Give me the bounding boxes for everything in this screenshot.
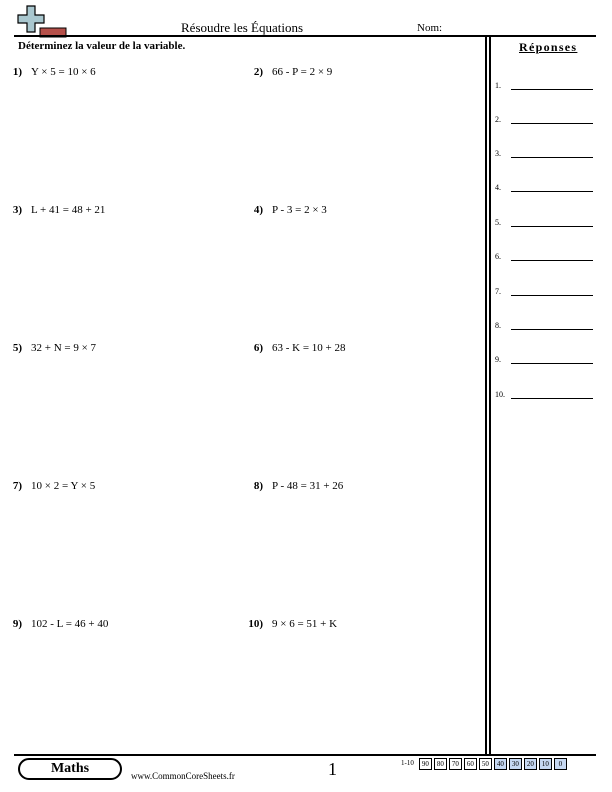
answer-blank[interactable]: [511, 398, 593, 399]
score-cell: 40: [494, 758, 507, 770]
answer-blank[interactable]: [511, 191, 593, 192]
problem-equation: 10 × 2 = Y × 5: [31, 480, 96, 492]
score-cell: 60: [464, 758, 477, 770]
problem-equation: Y × 5 = 10 × 6: [31, 66, 96, 78]
answer-label: 9.: [495, 355, 501, 364]
answer-label: 2.: [495, 115, 501, 124]
header-divider: [14, 35, 596, 37]
problem-number: 6): [253, 342, 263, 354]
name-label: Nom:: [417, 22, 443, 34]
problem-equation: L + 41 = 48 + 21: [31, 204, 106, 216]
problem-2: [241, 66, 332, 78]
problem-1: [0, 66, 96, 78]
problem-number: 5): [12, 342, 22, 354]
problem-10: [241, 618, 337, 630]
problem-number: 7): [12, 480, 22, 492]
website-url: www.CommonCoreSheets.fr: [131, 771, 235, 781]
problem-equation: 66 - P = 2 × 9: [272, 66, 333, 78]
problem-equation: 32 + N = 9 × 7: [31, 342, 97, 354]
problem-8: [241, 480, 343, 492]
answer-blank[interactable]: [511, 89, 593, 90]
footer-divider: [14, 754, 596, 756]
answer-label: 3.: [495, 149, 501, 158]
score-range-label: 1-10: [401, 759, 414, 767]
subject-badge: Maths: [18, 758, 122, 780]
problem-9: [0, 618, 108, 630]
score-cell: 50: [479, 758, 492, 770]
answer-label: 1.: [495, 81, 501, 90]
score-cell: 10: [539, 758, 552, 770]
problem-4: [241, 204, 327, 216]
score-cell: 0: [554, 758, 567, 770]
answer-blank[interactable]: [511, 123, 593, 124]
problem-number: 8): [253, 480, 263, 492]
answers-heading: Réponses: [519, 40, 578, 54]
answer-blank[interactable]: [511, 363, 593, 364]
score-cell: 20: [524, 758, 537, 770]
answer-label: 4.: [495, 183, 501, 192]
problem-7: [0, 480, 95, 492]
answer-label: 8.: [495, 321, 501, 330]
score-cell: 90: [419, 758, 432, 770]
score-table: [398, 758, 567, 770]
plus-sign-logo-icon: [16, 4, 68, 38]
problem-equation: P - 3 = 2 × 3: [272, 204, 327, 216]
problem-equation: P - 48 = 31 + 26: [272, 480, 344, 492]
problem-3: [0, 204, 105, 216]
problem-number: 1): [12, 66, 22, 78]
column-divider: [485, 37, 487, 754]
answer-label: 5.: [495, 218, 501, 227]
instructions: Déterminez la valeur de la variable.: [18, 40, 186, 52]
answer-blank[interactable]: [511, 329, 593, 330]
score-cell: 30: [509, 758, 522, 770]
answer-label: 7.: [495, 287, 501, 296]
answer-label: 6.: [495, 252, 501, 261]
problem-number: 2): [253, 66, 263, 78]
problem-number: 9): [12, 618, 22, 630]
answer-blank[interactable]: [511, 226, 593, 227]
problem-6: [241, 342, 346, 354]
problem-equation: 9 × 6 = 51 + K: [272, 618, 338, 630]
answer-blank[interactable]: [511, 260, 593, 261]
page-title: Résoudre les Équations: [181, 20, 304, 35]
problem-5: [0, 342, 96, 354]
problem-number: 10): [248, 618, 263, 630]
problem-number: 4): [253, 204, 263, 216]
answer-blank[interactable]: [511, 157, 593, 158]
problem-equation: 102 - L = 46 + 40: [31, 618, 109, 630]
problem-number: 3): [12, 204, 22, 216]
column-divider: [489, 37, 491, 754]
problem-equation: 63 - K = 10 + 28: [272, 342, 346, 354]
score-cell: 80: [434, 758, 447, 770]
score-cell: 70: [449, 758, 462, 770]
answer-label: 10.: [495, 390, 505, 399]
page-number: 1: [328, 759, 337, 779]
answer-blank[interactable]: [511, 295, 593, 296]
